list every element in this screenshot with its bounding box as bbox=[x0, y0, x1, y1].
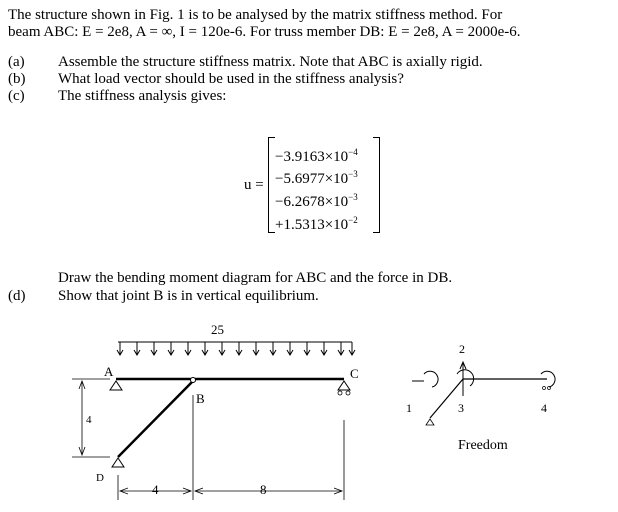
dof-4-label: 4 bbox=[541, 401, 547, 415]
question-c-label: (c) bbox=[8, 88, 25, 104]
node-d-label: D bbox=[96, 472, 104, 484]
dof-1-label: 1 bbox=[406, 401, 412, 415]
dof-2-label: 2 bbox=[459, 342, 465, 356]
question-d-label: (d) bbox=[8, 288, 26, 304]
truss-member-db bbox=[118, 381, 193, 457]
intro-line-1: The structure shown in Fig. 1 is to be analysed by the matrix stiffness method. For bbox=[8, 7, 503, 23]
node-b-label: B bbox=[196, 391, 205, 406]
node-c-label: C bbox=[350, 366, 359, 381]
freedom-caption: Freedom bbox=[458, 438, 508, 453]
question-a-text: Assemble the structure stiffness matrix. Note that ABC is axially rigid. bbox=[58, 54, 483, 70]
question-b-text: What load vector should be used in the stiffness analysis? bbox=[58, 71, 404, 87]
load-arrows bbox=[117, 342, 355, 355]
dim-left-label: 4 bbox=[152, 482, 159, 497]
question-a-label: (a) bbox=[8, 54, 25, 70]
dim-height-label: 4 bbox=[86, 414, 92, 426]
question-d-text: Show that joint B is in vertical equilibrium. bbox=[58, 288, 319, 304]
node-a-label: A bbox=[104, 364, 114, 379]
question-c2-text: Draw the bending moment diagram for ABC and the force in DB. bbox=[58, 270, 453, 286]
vector-row-2: $-5.6977\times 10^{-3}$ bbox=[275, 169, 358, 187]
vector-row-3: $-6.2678\times 10^{-3}$ bbox=[275, 192, 358, 210]
support-d bbox=[112, 458, 124, 467]
vector-label: u = bbox=[244, 177, 264, 193]
question-b-label: (b) bbox=[8, 71, 26, 87]
dof-3-label: 3 bbox=[458, 401, 464, 415]
load-label: 25 bbox=[211, 322, 224, 337]
vector-row-1: $-3.9163\times 10^{-4}$ bbox=[275, 147, 358, 165]
intro-line-2: beam ABC: E = 2e8, A = ∞, I = 120e-6. For truss member DB: E = 2e8, A = 2000e-6. bbox=[8, 24, 521, 40]
dim-right-label: 8 bbox=[260, 482, 267, 497]
support-a bbox=[110, 381, 122, 390]
support-c bbox=[338, 381, 350, 390]
vector-row-4: $+1.5313\times 10^{-2}$ bbox=[275, 215, 358, 233]
freedom-diagram bbox=[412, 362, 555, 425]
question-c-text: The stiffness analysis gives: bbox=[58, 88, 227, 104]
pin-joint-b bbox=[191, 378, 196, 383]
